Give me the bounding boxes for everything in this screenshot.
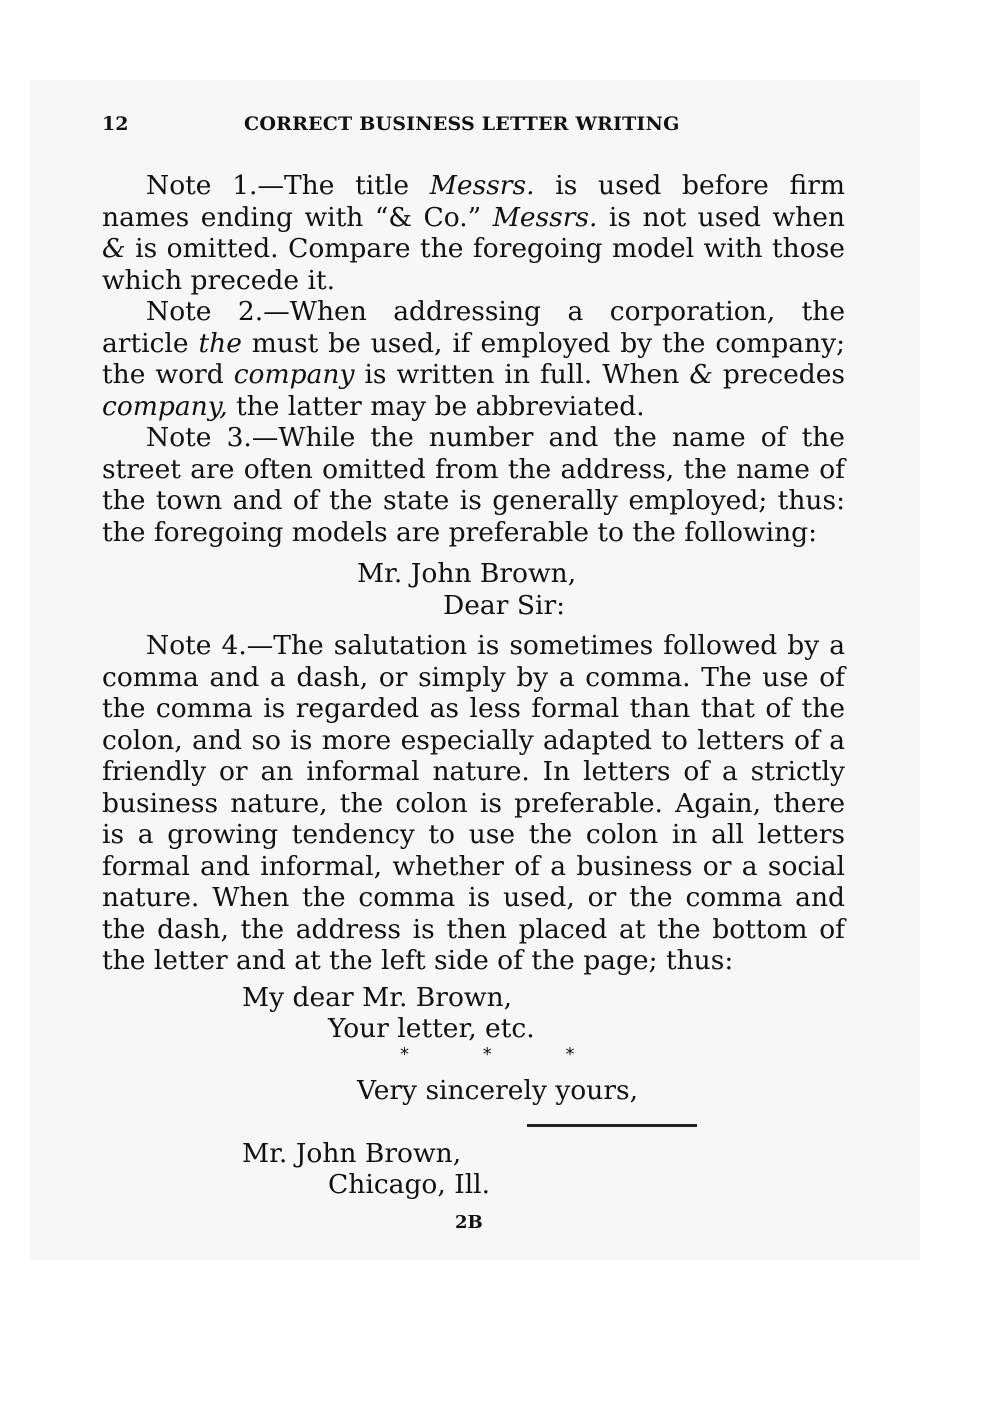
address-city: Chicago, Ill. (328, 1169, 491, 1200)
signature-line (527, 1124, 697, 1127)
ellipsis-stars: * * * (400, 1044, 609, 1065)
note-4-block (102, 630, 845, 977)
page-number: 12 (102, 113, 129, 135)
note-3: Note 3.—While the number and the name of the street are often omitted from the address, the name of the town and of the state is generally employed; thus: the foregoing models are preferable to the following: (102, 422, 845, 548)
page-header (102, 113, 845, 143)
notes-1-3 (102, 170, 845, 548)
example-salutation: Dear Sir: (443, 590, 566, 621)
letter-body: Your letter, etc. (328, 1013, 535, 1044)
note-4: Note 4.—The salutation is sometimes followed by a comma and a dash, or simply by a comma. The use of the comma is regarded as less formal than that of the colon, and so is more especially adapted to letters of a friendly or an informal nature. In letters of a strictly business nature, the colon is preferable. Again, there is a growing tendency to use the colon in all letters formal and informal, whether of a business or a social nature. When the comma is used, or the comma and the dash, the address is then placed at the bottom of the letter and at the left side of the page; thus: (102, 630, 845, 976)
running-title: CORRECT BUSINESS LETTER WRITING (244, 113, 680, 135)
note-2: Note 2.—When addressing a corporation, the article the must be used, if employed by the company; the word company is written in full. When & precedes company, the latter may be abbreviated. (102, 296, 846, 422)
letter-closing: Very sincerely yours, (357, 1075, 639, 1106)
address-name: Mr. John Brown, (242, 1138, 462, 1169)
signature-mark: 2B (455, 1212, 483, 1233)
note-1: Note 1.—The title Messrs. is used before firm names ending with “& Co.” Messrs. is not used when & is omitted. Compare the foregoing model with those which precede it. (102, 170, 845, 296)
example-name: Mr. John Brown, (357, 558, 577, 589)
letter-salutation: My dear Mr. Brown, (242, 982, 513, 1013)
